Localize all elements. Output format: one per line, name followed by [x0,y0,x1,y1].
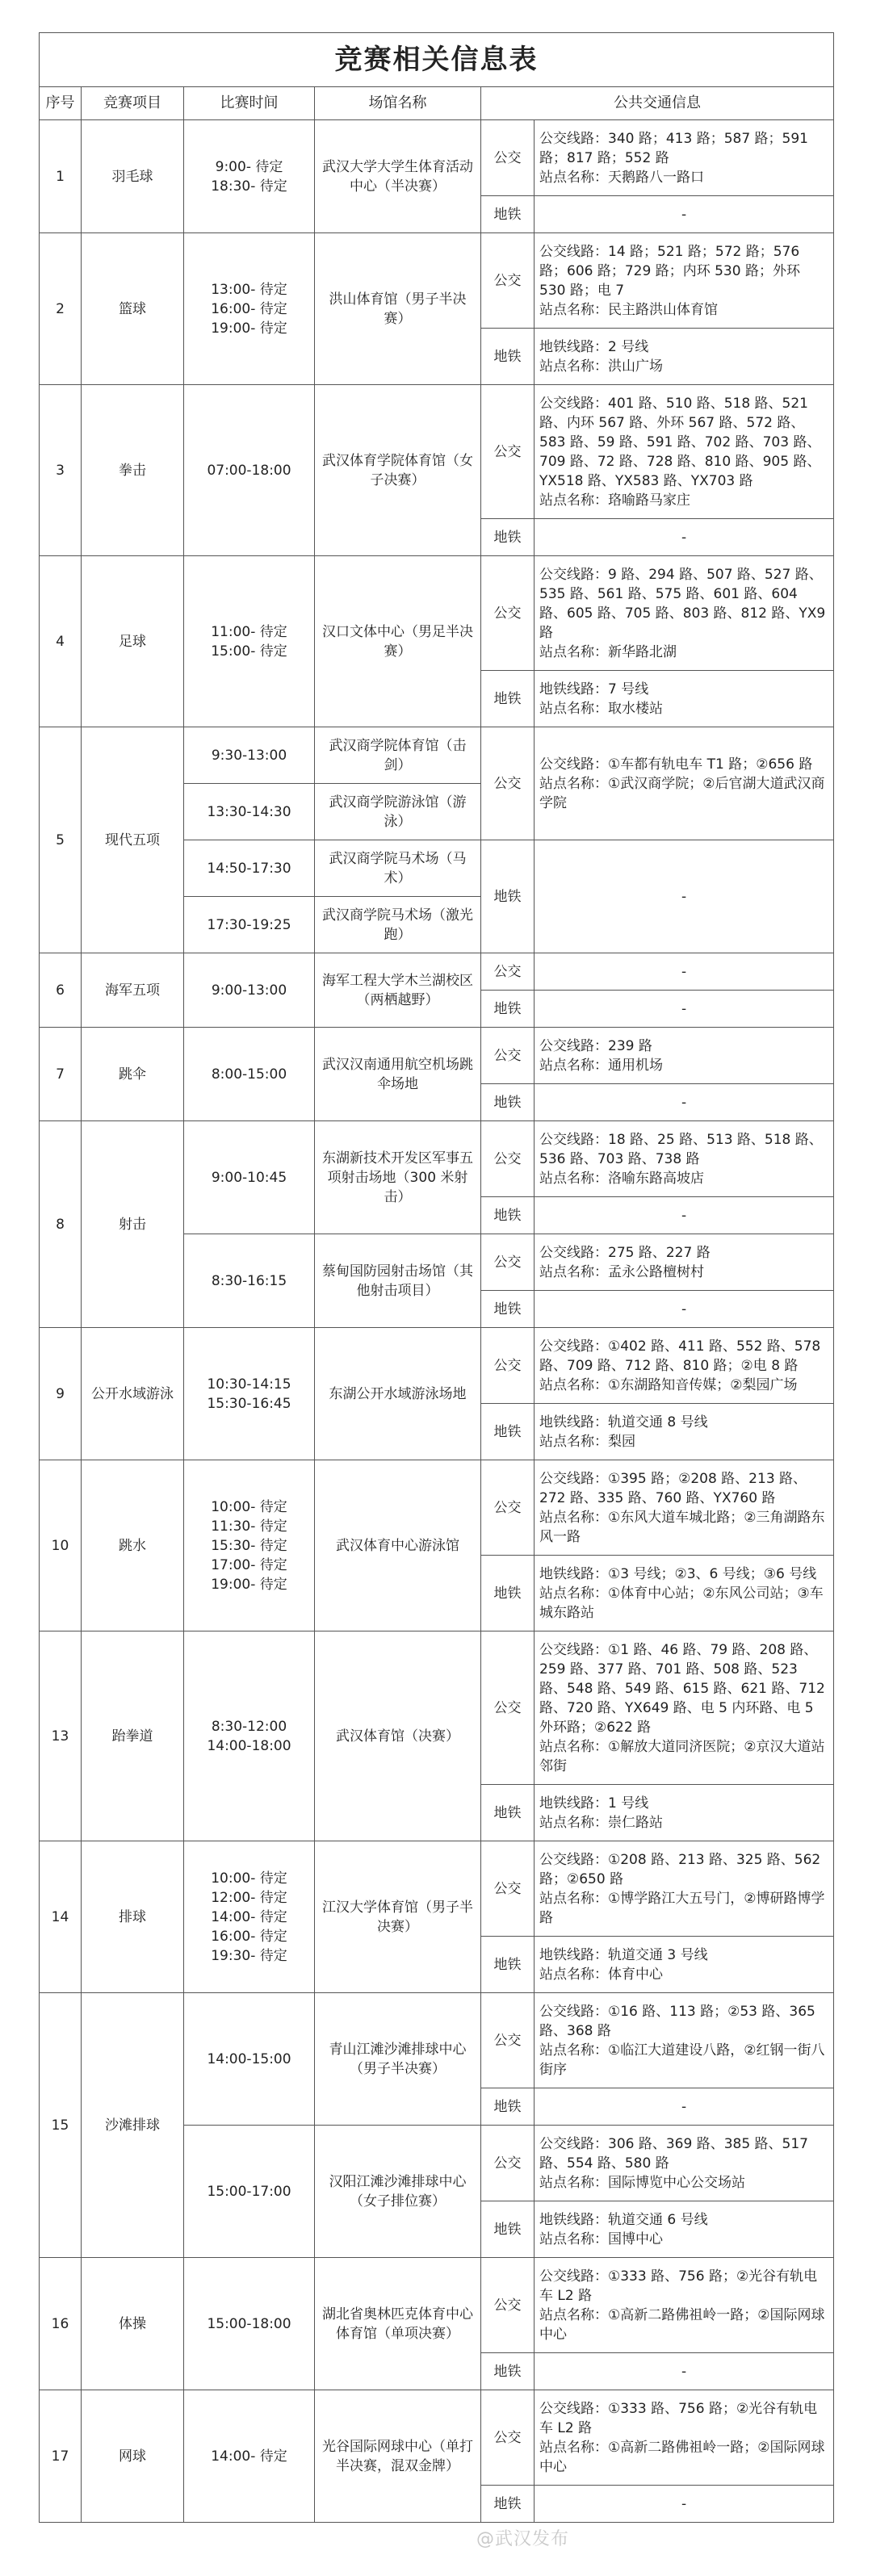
cell-line: 11:30- 待定 [211,1518,287,1535]
match-time: 13:30-14:30 [184,784,315,840]
table-row [40,1028,834,1084]
sport-name: 跳水 [82,1460,184,1631]
match-time: 15:00-18:00 [184,2258,315,2390]
cell-line: 11:00- 待定 [211,623,287,640]
table-title: 竞赛相关信息表 [40,33,834,87]
cell-line: 17:00- 待定 [211,1556,287,1573]
transit-metro-info [535,329,834,385]
cell-line: 8:30-12:00 [211,1718,287,1735]
cell-line: 15:30-16:45 [207,1395,291,1412]
cell-line: 10:30-14:15 [207,1376,291,1393]
sport-name: 公开水域游泳 [82,1328,184,1460]
transit-mode-metro: 地铁 [481,1937,535,1993]
cell-line: 站点名称：崇仁路站 [539,1814,663,1831]
transit-bus-info [535,385,834,519]
transit-metro-info: - [535,196,834,233]
transit-mode-metro: 地铁 [481,1291,535,1328]
cell-line: 公交线路：401 路、510 路、518 路、521 路、内环 567 路、外环 567 路、572 路、583 路、59 路、591 路、702 路、703 路、709 路、72 路、728 路、810 路、905 路、YX518 路、YX583 路、YX703 路 [539,395,821,489]
transit-metro-info: - [535,2088,834,2126]
match-time [184,1631,315,1841]
transit-bus-info [535,2390,834,2486]
transit-mode-metro: 地铁 [481,671,535,727]
cell-line: 公交线路：①395 路；②208 路、213 路、272 路、335 路、760 路、YX760 路 [539,1470,807,1506]
transit-mode-metro: 地铁 [481,1556,535,1631]
venue-name: 武汉汉南通用航空机场跳伞场地 [315,1028,481,1121]
transit-metro-info: - [535,1291,834,1328]
transit-metro-info [535,1937,834,1993]
transit-metro-info [535,1556,834,1631]
cell-line: 站点名称：①临江大道建设八路，②红钢一街八街序 [539,2042,825,2078]
cell-line: 地铁线路：①3 号线；②3、6 号线；③6 号线 [539,1565,817,1582]
cell-line: 公交线路：9 路、294 路、507 路、527 路、535 路、561 路、575 路、601 路、604 路、605 路、705 路、803 路、812 路、YX9 路 [539,566,826,641]
transit-mode-metro: 地铁 [481,1404,535,1460]
cell-line: 18:30- 待定 [211,178,287,195]
cell-line: 站点名称：①解放大道同济医院；②京汉大道站邻街 [539,1738,825,1774]
cell-line: 地铁线路：轨道交通 6 号线 [539,2211,708,2228]
cell-line: 站点名称：珞喻路马家庄 [539,492,690,509]
match-time [184,120,315,233]
cell-line: 19:00- 待定 [211,320,287,337]
cell-line: 公交线路：18 路、25 路、513 路、518 路、536 路、703 路、738 路 [539,1131,823,1167]
transit-mode-bus: 公交 [481,1234,535,1291]
table-row [40,1993,834,2088]
transit-mode-metro: 地铁 [481,991,535,1028]
row-number: 9 [40,1328,82,1460]
transit-bus-info: - [535,953,834,991]
transit-metro-info: - [535,2486,834,2523]
transit-mode-metro: 地铁 [481,2088,535,2126]
cell-line: 12:00- 待定 [211,1889,287,1906]
transit-mode-bus: 公交 [481,727,535,840]
header-venue: 场馆名称 [315,87,481,120]
match-time: 17:30-19:25 [184,897,315,953]
cell-line: 地铁线路：轨道交通 8 号线 [539,1414,708,1430]
cell-line: 站点名称：体育中心 [539,1966,663,1983]
table-row [40,233,834,329]
transit-mode-metro: 地铁 [481,519,535,556]
table-row [40,1328,834,1404]
transit-mode-metro: 地铁 [481,196,535,233]
venue-name: 武汉商学院游泳馆（游泳） [315,784,481,840]
cell-line: 站点名称：①高新二路佛祖岭一路；②国际网球中心 [539,2439,825,2475]
cell-line: 站点名称：洪山广场 [539,358,663,375]
transit-metro-info [535,2201,834,2258]
cell-line: 站点名称：①东风大道车城北路；②三角湖路东风一路 [539,1509,825,1545]
transit-mode-metro: 地铁 [481,1084,535,1121]
sport-name: 射击 [82,1121,184,1328]
cell-line: 站点名称：国际博览中心公交场站 [539,2174,745,2191]
transit-mode-metro: 地铁 [481,2201,535,2258]
cell-line: 站点名称：取水楼站 [539,700,663,717]
transit-mode-bus: 公交 [481,1460,535,1556]
venue-name: 武汉大学大学生体育活动中心（半决赛） [315,120,481,233]
venue-name: 汉口文体中心（男足半决赛） [315,556,481,727]
match-time: 14:00-15:00 [184,1993,315,2126]
cell-line: 公交线路：①208 路、213 路、325 路、562 路；②650 路 [539,1851,821,1887]
row-number: 8 [40,1121,82,1328]
row-number: 2 [40,233,82,385]
match-time [184,1460,315,1631]
venue-name: 武汉体育中心游泳馆 [315,1460,481,1631]
header-transit: 公共交通信息 [481,87,834,120]
cell-line: 站点名称：①东湖路知音传媒；②梨园广场 [539,1376,798,1393]
sport-name: 网球 [82,2390,184,2523]
table-row [40,2390,834,2486]
cell-line: 站点名称：①博学路江大五号门，②博研路博学路 [539,1890,825,1926]
transit-mode-metro: 地铁 [481,1197,535,1234]
transit-metro-info: - [535,840,834,953]
transit-metro-info [535,1404,834,1460]
cell-line: 站点名称：天鹅路八一路口 [539,169,704,186]
sport-name: 跳伞 [82,1028,184,1121]
row-number: 4 [40,556,82,727]
cell-line: 地铁线路：7 号线 [539,681,649,697]
transit-bus-info [535,1841,834,1937]
row-number: 15 [40,1993,82,2258]
cell-line: 站点名称：①武汉商学院；②后官湖大道武汉商学院 [539,775,825,811]
sport-name: 现代五项 [82,727,184,953]
transit-mode-bus: 公交 [481,233,535,329]
cell-line: 站点名称：①体育中心站；②东风公司站；③车城东路站 [539,1585,824,1621]
cell-line: 公交线路：①333 路、756 路；②光谷有轨电车 L2 路 [539,2400,818,2436]
venue-name: 蔡甸国防园射击场馆（其他射击项目） [315,1234,481,1328]
transit-mode-bus: 公交 [481,2126,535,2201]
sport-name: 排球 [82,1841,184,1993]
transit-mode-metro: 地铁 [481,2353,535,2390]
header-sport: 竞赛项目 [82,87,184,120]
match-time: 8:00-15:00 [184,1028,315,1121]
sport-name: 篮球 [82,233,184,385]
cell-line: 地铁线路：轨道交通 3 号线 [539,1946,708,1963]
transit-bus-info [535,1121,834,1197]
table-row [40,727,834,784]
table-row [40,1841,834,1937]
match-time: 14:00- 待定 [184,2390,315,2523]
sport-name: 跆拳道 [82,1631,184,1841]
header-no: 序号 [40,87,82,120]
cell-line: 公交线路：①车都有轨电车 T1 路；②656 路 [539,756,813,773]
cell-line: 14:00-18:00 [207,1737,291,1754]
cell-line: 站点名称：洛喻东路高坡店 [539,1170,704,1187]
match-time [184,556,315,727]
cell-line: 13:00- 待定 [211,281,287,298]
transit-mode-bus: 公交 [481,1028,535,1084]
venue-name: 光谷国际网球中心（单打半决赛，混双金牌） [315,2390,481,2523]
venue-name: 洪山体育馆（男子半决赛） [315,233,481,385]
cell-line: 站点名称：孟永公路檀树村 [539,1263,704,1280]
cell-line: 19:30- 待定 [211,1947,287,1964]
cell-line: 地铁线路：1 号线 [539,1795,649,1812]
match-time [184,1841,315,1993]
transit-mode-bus: 公交 [481,1841,535,1937]
transit-bus-info [535,2258,834,2353]
row-number: 5 [40,727,82,953]
venue-name: 武汉体育馆（决赛） [315,1631,481,1841]
venue-name: 武汉体育学院体育馆（女子决赛） [315,385,481,556]
match-time: 07:00-18:00 [184,385,315,556]
sport-name: 足球 [82,556,184,727]
table-row [40,1121,834,1197]
cell-line: 公交线路：14 路；521 路；572 路；576 路；606 路；729 路；内环 530 路；外环 530 路；电 7 [539,243,800,299]
cell-line: 公交线路：306 路、369 路、385 路、517 路、554 路、580 路 [539,2135,809,2172]
row-number: 13 [40,1631,82,1841]
match-time: 8:30-16:15 [184,1234,315,1328]
sport-name: 体操 [82,2258,184,2390]
match-time: 9:30-13:00 [184,727,315,784]
transit-mode-bus: 公交 [481,1328,535,1404]
table-row [40,1460,834,1556]
cell-line: 站点名称：国博中心 [539,2230,663,2247]
transit-metro-info: - [535,519,834,556]
cell-line: 公交线路：239 路 [539,1037,652,1054]
cell-line: 地铁线路：2 号线 [539,338,649,355]
match-time: 9:00-10:45 [184,1121,315,1234]
row-number: 16 [40,2258,82,2390]
transit-mode-metro: 地铁 [481,329,535,385]
venue-name: 江汉大学体育馆（男子半决赛） [315,1841,481,1993]
cell-line: 站点名称：新华路北湖 [539,643,677,660]
venue-name: 青山江滩沙滩排球中心（男子半决赛） [315,1993,481,2126]
row-number: 10 [40,1460,82,1631]
match-time: 15:00-17:00 [184,2126,315,2258]
table-row [40,1631,834,1785]
cell-line: 16:00- 待定 [211,300,287,317]
venue-name: 东湖新技术开发区军事五项射击场地（300 米射击） [315,1121,481,1234]
transit-mode-bus: 公交 [481,2258,535,2353]
cell-line: 站点名称：梨园 [539,1433,635,1450]
cell-line: 公交线路：340 路；413 路；587 路；591 路；817 路；552 路 [539,130,809,166]
cell-line: 站点名称：通用机场 [539,1057,663,1074]
transit-mode-bus: 公交 [481,1631,535,1785]
match-time [184,233,315,385]
venue-name: 武汉商学院马术场（激光跑） [315,897,481,953]
transit-mode-bus: 公交 [481,2390,535,2486]
table-row [40,2258,834,2353]
cell-line: 公交线路：①1 路、46 路、79 路、208 路、259 路、377 路、701 路、508 路、523 路、548 路、549 路、615 路、621 路、712 路、720 路、YX649 路、电 5 内环路、电 5 外环路；②622 路 [539,1641,825,1736]
cell-line: 10:00- 待定 [211,1498,287,1515]
transit-mode-bus: 公交 [481,1993,535,2088]
table-row [40,385,834,519]
cell-line: 公交线路：①16 路、113 路；②53 路、365 路、368 路 [539,2003,815,2039]
sport-name: 海军五项 [82,953,184,1028]
table-row [40,120,834,196]
transit-mode-bus: 公交 [481,953,535,991]
transit-mode-bus: 公交 [481,556,535,671]
transit-metro-info: - [535,991,834,1028]
transit-bus-info [535,120,834,196]
venue-name: 东湖公开水域游泳场地 [315,1328,481,1460]
cell-line: 10:00- 待定 [211,1870,287,1887]
transit-mode-metro: 地铁 [481,1785,535,1841]
transit-bus-info [535,233,834,329]
cell-line: 14:00- 待定 [211,1908,287,1925]
venue-name: 汉阳江滩沙滩排球中心（女子排位赛） [315,2126,481,2258]
row-number: 17 [40,2390,82,2523]
transit-bus-info [535,556,834,671]
transit-mode-metro: 地铁 [481,2486,535,2523]
sport-name: 羽毛球 [82,120,184,233]
info-sheet [39,32,833,2523]
transit-metro-info: - [535,2353,834,2390]
transit-bus-info [535,1460,834,1556]
cell-line: 9:00- 待定 [215,158,283,175]
header-row [40,87,834,120]
transit-bus-info [535,727,834,840]
competition-info-table [39,32,834,2523]
cell-line: 站点名称：民主路洪山体育馆 [539,301,718,318]
cell-line: 公交线路：275 路、227 路 [539,1244,711,1261]
transit-mode-bus: 公交 [481,385,535,519]
venue-name: 武汉商学院马术场（马术） [315,840,481,897]
transit-mode-bus: 公交 [481,120,535,196]
cell-line: 15:00- 待定 [211,643,287,660]
match-time: 14:50-17:30 [184,840,315,897]
venue-name: 湖北省奥林匹克体育中心体育馆（单项决赛） [315,2258,481,2390]
cell-line: 19:00- 待定 [211,1576,287,1593]
transit-metro-info: - [535,1084,834,1121]
cell-line: 15:30- 待定 [211,1537,287,1554]
header-time: 比赛时间 [184,87,315,120]
transit-bus-info [535,1993,834,2088]
row-number: 14 [40,1841,82,1993]
cell-line: 公交线路：①402 路、411 路、552 路、578 路、709 路、712 路、810 路；②电 8 路 [539,1338,821,1374]
table-row [40,953,834,991]
transit-metro-info [535,671,834,727]
transit-metro-info: - [535,1197,834,1234]
cell-line: 16:00- 待定 [211,1928,287,1945]
venue-name: 海军工程大学木兰湖校区（两栖越野） [315,953,481,1028]
venue-name: 武汉商学院体育馆（击剑） [315,727,481,784]
transit-bus-info [535,2126,834,2201]
row-number: 6 [40,953,82,1028]
row-number: 7 [40,1028,82,1121]
transit-mode-metro: 地铁 [481,840,535,953]
transit-bus-info [535,1028,834,1084]
transit-bus-info [535,1234,834,1291]
row-number: 3 [40,385,82,556]
sport-name: 拳击 [82,385,184,556]
transit-mode-bus: 公交 [481,1121,535,1197]
transit-metro-info [535,1785,834,1841]
match-time [184,1328,315,1460]
watermark: @武汉发布 [476,2529,570,2549]
match-time: 9:00-13:00 [184,953,315,1028]
transit-bus-info [535,1631,834,1785]
table-row [40,556,834,671]
cell-line: 站点名称：①高新二路佛祖岭一路；②国际网球中心 [539,2306,825,2343]
row-number: 1 [40,120,82,233]
cell-line: 公交线路：①333 路、756 路；②光谷有轨电车 L2 路 [539,2268,818,2304]
transit-bus-info [535,1328,834,1404]
sport-name: 沙滩排球 [82,1993,184,2258]
